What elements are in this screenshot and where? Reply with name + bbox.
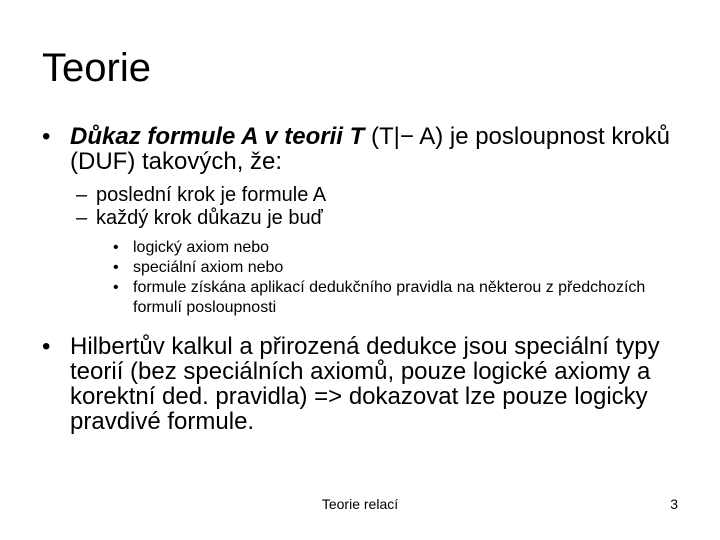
sub-bullet-text: poslední krok je formule A (96, 184, 327, 206)
page-number: 3 (670, 496, 678, 512)
slide-title: Teorie (42, 46, 151, 90)
bullet-marker: • (113, 279, 119, 296)
sub-bullet-text: každý krok důkazu je buď (96, 207, 323, 229)
bullet-marker: • (42, 123, 51, 150)
subsub-bullet-text: formule získána aplikací dedukčního pravidla na některou z předchozích formulí posloupnosti (133, 279, 646, 316)
subsub-bullet-text: logický axiom nebo (133, 239, 270, 256)
subsub-bullet-text: speciální axiom nebo (133, 259, 284, 276)
proof-term: Důkaz formule A v teorii T (70, 123, 365, 150)
bullet-marker: • (113, 239, 119, 256)
subsub-bullet-derived-formula (113, 278, 693, 318)
sub-bullet-each-step (76, 207, 696, 230)
slide-content (0, 124, 720, 434)
bullet-marker: • (113, 259, 119, 276)
dash-marker: – (76, 207, 88, 229)
bullet-marker: • (42, 333, 51, 360)
footer-title: Teorie relací (321, 496, 399, 512)
proof-definition-text: (T|− A) je posloupnost kroků (DUF) takových, že: (70, 123, 670, 175)
subsub-bullet-logical-axiom (113, 238, 693, 258)
bullet-hilbert-calculus (42, 334, 690, 434)
bullet-proof-definition (42, 124, 690, 174)
hilbert-calculus-text: Hilbertův kalkul a přirozená dedukce jsou speciální typy teorií (bez speciálních axiomů, pouze logické axiomy a korektní ded. pravidla) => dokazovat lze pouze logicky pravdivé formule. (70, 333, 660, 435)
dash-marker: – (76, 184, 88, 206)
subsub-bullet-special-axiom (113, 258, 693, 278)
sub-bullet-last-step (76, 184, 696, 207)
